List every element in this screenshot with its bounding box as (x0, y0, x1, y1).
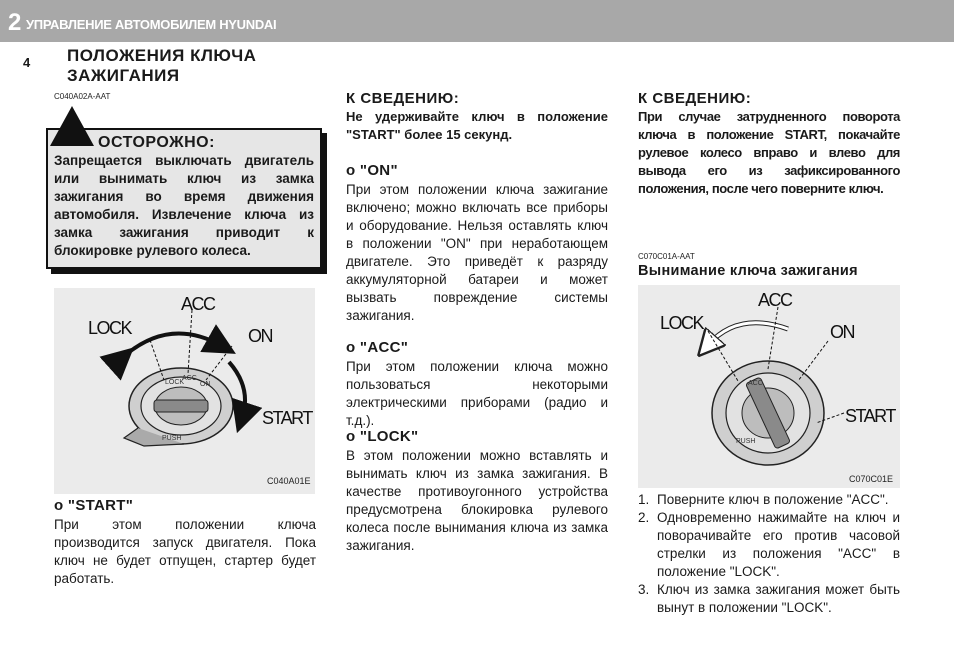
key-removal-lock-drawing (712, 361, 824, 465)
acc-heading: о "ACC" (346, 339, 409, 356)
on-heading: о "ON" (346, 162, 398, 179)
svg-text:PUSH: PUSH (736, 438, 756, 445)
info-title-right: К СВЕДЕНИЮ: (638, 90, 752, 107)
info-text: Не удерживайте ключ в положение "START" более 15 секунд. (346, 109, 608, 142)
figure-label-lock: LOCK (88, 318, 132, 338)
step-number: 1. (638, 492, 650, 507)
figure-right-label-lock: LOCK (660, 313, 704, 333)
step-text: Ключ из замка зажигания может быть вынут в положении "LOCK". (657, 582, 900, 615)
warning-title: ОСТОРОЖНО: (98, 134, 215, 151)
info-text-right: При случае затрудненного поворота ключа в положение START, покачайте рулевое колесо вправо и влево для вывода его из зафиксированного положения, после чего поверните ключ. (638, 109, 900, 196)
figure-label-acc: ACC (181, 294, 215, 314)
list-item (638, 509, 900, 581)
list-item (638, 491, 900, 509)
start-heading: о "START" (54, 497, 134, 514)
page-number: 4 (23, 55, 31, 70)
removal-steps-list (638, 491, 900, 617)
svg-text:ON: ON (200, 381, 211, 388)
info-title: К СВЕДЕНИЮ: (346, 90, 460, 107)
chapter-header-bar (0, 0, 954, 42)
svg-text:LOCK: LOCK (165, 379, 185, 386)
figure-label-on: ON (248, 326, 272, 346)
lock-heading: о "LOCK" (346, 428, 419, 445)
section-code-right: C070C01A-AAT (638, 252, 695, 261)
step-number: 3. (638, 582, 650, 597)
section-code: C040A02A-AAT (54, 92, 111, 101)
svg-text:ACC: ACC (748, 380, 763, 387)
warning-text: Запрещается выключать двигатель или вынимать ключ из замка зажигания во время движения автомобиля. Извлечение ключа из замка зажигания приводит к блокировке рулевого колеса. (54, 153, 314, 258)
figure-right-label-acc: ACC (758, 290, 792, 310)
svg-text:PUSH: PUSH (162, 435, 182, 442)
ignition-positions-figure (54, 288, 315, 494)
warning-triangle-icon (50, 106, 94, 146)
start-text: При этом положении ключа производится запуск двигателя. Пока ключ не будет отпущен, стартер будет работать. (54, 517, 316, 586)
step-text: Поверните ключ в положение "ACC". (657, 492, 889, 507)
step-text: Одновременно нажимайте на ключ и поворачивайте его против часовой стрелки из положения "ACC" в положение "LOCK". (657, 510, 900, 579)
figure-right-label-on: ON (830, 322, 854, 342)
page-title (67, 46, 256, 86)
svg-text:ACC: ACC (182, 375, 197, 382)
chapter-number: 2 (8, 9, 22, 36)
on-text: При этом положении ключа зажигание включено; можно включать все приборы и оборудование. Нельзя оставлять ключ в положении "ON" при неработающем двигателе. Это приведёт к разряду аккумуляторной батареи и может вызвать повреждение системы зажигания. (346, 182, 608, 323)
figure-code: C040A01E (267, 476, 311, 486)
list-item (638, 581, 900, 617)
figure-right-code: C070C01E (849, 474, 894, 484)
page-title-line-1: ПОЛОЖЕНИЯ КЛЮЧА (67, 46, 257, 65)
step-number: 2. (638, 510, 650, 525)
chapter-title: УПРАВЛЕНИЕ АВТОМОБИЛЕМ HYUNDAI (26, 17, 277, 32)
acc-text: При этом положении ключа можно пользоваться некоторыми электрическими приборами (радио и т.д.). (346, 359, 608, 428)
figure-label-start: START (262, 408, 312, 428)
lock-text: В этом положении можно вставлять и вынимать ключ из замка зажигания. В качестве противоугонного устройства предусмотрена блокировка рулевого колеса после вынимания ключа из замка зажигания. (346, 448, 608, 553)
ignition-lock-drawing (124, 368, 233, 446)
remove-key-heading: Вынимание ключа зажигания (638, 263, 858, 279)
page-title-line-2: ЗАЖИГАНИЯ (67, 66, 180, 85)
figure-right-label-start: START (845, 406, 895, 426)
key-removal-figure (638, 285, 900, 488)
lock-acc-arrow (122, 334, 222, 359)
